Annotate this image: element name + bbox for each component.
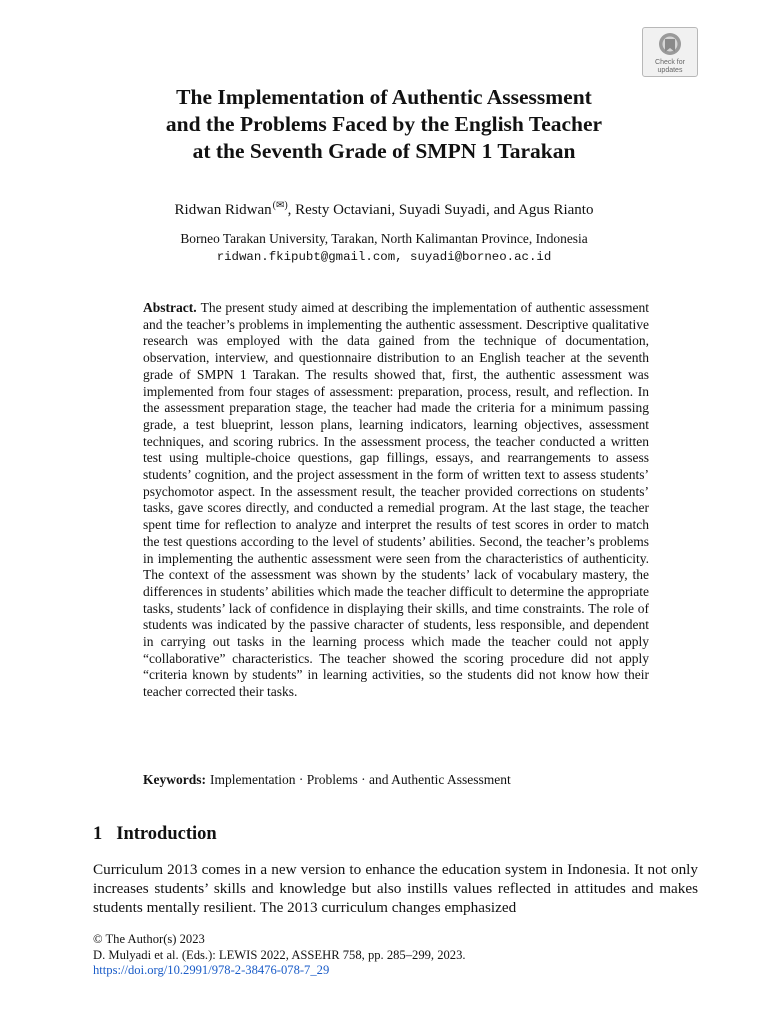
badge-label: Check for updates <box>655 59 685 74</box>
section-title: Introduction <box>116 824 217 844</box>
citation-line: D. Mulyadi et al. (Eds.): LEWIS 2022, ASSEHR 758, pp. 285–299, 2023. <box>93 947 466 962</box>
title-line: and the Problems Faced by the English Teacher <box>165 112 603 136</box>
bookmark-ribbon-icon <box>656 32 684 58</box>
paper-title <box>100 84 668 165</box>
email-envelope-icon[interactable]: (✉) <box>272 200 288 211</box>
keywords-label: Keywords: <box>143 772 206 787</box>
introduction-paragraph: Curriculum 2013 comes in a new version to enhance the education system in Indonesia. It not only increases students’ skills and knowledge but also instills values reflected in attitudes and makes students mentally resilient. The 2013 curriculum changes emphasized <box>93 861 698 916</box>
corresponding-author: Ridwan Ridwan <box>174 202 272 218</box>
keywords-text: Implementation · Problems · and Authentic Assessment <box>210 772 511 787</box>
author-list <box>60 200 708 219</box>
title-line: at the Seventh Grade of SMPN 1 Tarakan <box>192 139 576 163</box>
author-emails[interactable]: ridwan.fkipubt@gmail.com, suyadi@borneo.ac.id <box>216 250 552 264</box>
abstract-label: Abstract. <box>143 300 197 315</box>
affiliation: Borneo Tarakan University, Tarakan, North Kalimantan Province, Indonesia <box>180 231 588 246</box>
page-footer <box>93 932 466 979</box>
doi-link[interactable]: https://doi.org/10.2991/978-2-38476-078-7_29 <box>93 963 330 977</box>
check-for-updates-badge[interactable] <box>642 27 698 77</box>
co-authors: , Resty Octaviani, Suyadi Suyadi, and Agus Rianto <box>287 202 594 218</box>
keywords <box>143 772 649 788</box>
section-heading <box>93 824 217 845</box>
copyright-line: © The Author(s) 2023 <box>93 932 205 946</box>
abstract-text: The present study aimed at describing the implementation of authentic assessment and the teacher’s problems in implementing the authentic assessment. Descriptive qualitative research was employed with the data gained from the technique of documentation, observation, interview, and questionnaire distribution to an English teacher at the seventh grade of SMPN 1 Tarakan. The results showed that, first, the authentic assessment was implemented from four stages of assessment: preparation, process, result, and reflection. In the assessment preparation stage, the teacher had made the criteria for a minimum passing grade, a test blueprint, lesson plans, learning indicators, learning objectives, assessment techniques, and scoring rubrics. In the assessment process, the teacher conducted a written test using multiple-choice questions, gap fillings, essays, and rearrangements to assess students’ cognition, and the project assessment in the form of written text to assess students’ psychomotor aspect. In the assessment result, the teacher provided corrections on students’ tasks, gave scores directly, and conducted a remedial program. At the last stage, the teacher spent time for reflection to analyze and interpret the results of test scores in order to match the test questions according to the level of students’ abilities. Second, the teacher’s problems in implementing the authentic assessment were seen from the characteristics of authenticity. The context of the assessment was shown by the students’ lack of vocabulary mastery, the differences in students’ abilities which made the teacher difficult to determine the appropriate tasks, students’ lack of confidence in displaying their skills, and time constraints. The role of students was indicated by the passive character of students, less responsible, and dependent in carrying out tasks in the learning process which made the teacher could not apply “collaborative” characteristics. The teacher showed the scoring procedure did not apply “criteria known by students” in learning activities, so the students did not know how their teacher corrected their tasks. <box>143 300 649 700</box>
title-line: The Implementation of Authentic Assessment <box>176 85 592 109</box>
abstract <box>143 300 649 701</box>
section-number: 1 <box>93 824 103 844</box>
